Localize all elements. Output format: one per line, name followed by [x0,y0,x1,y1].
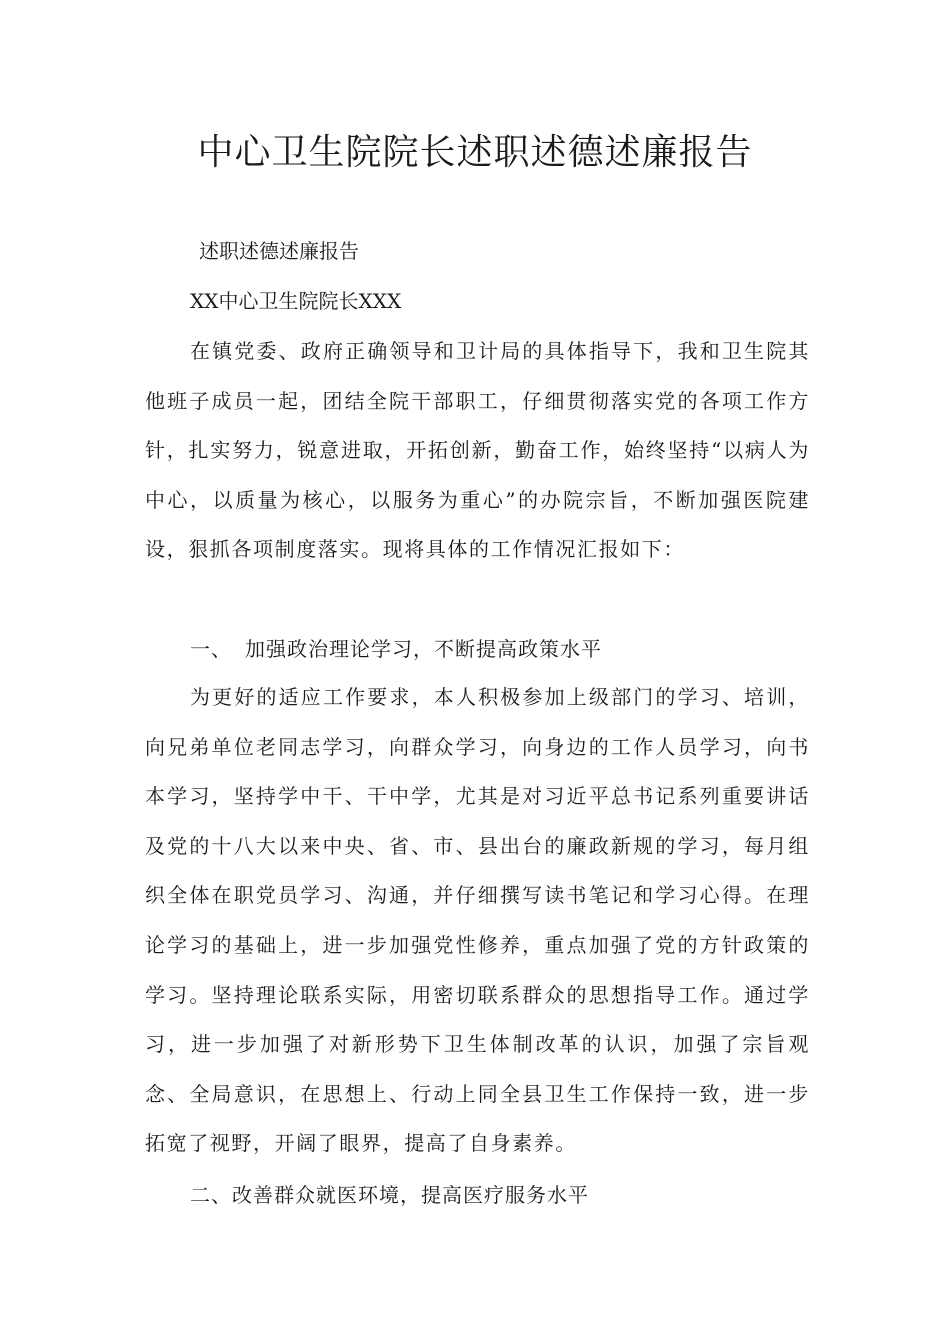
report-subtitle: 述职述德述廉报告 [199,239,359,263]
section-1-number: 一、 [190,637,232,661]
section-2-heading: 二、改善群众就医环境，提高医疗服务水平 [190,1183,589,1207]
document-title: 中心卫生院院长述职述德述廉报告 [197,132,753,173]
author-line: XX中心卫生院院长XXX [190,289,402,313]
section-1-heading [190,632,602,666]
intro-paragraph: 在镇党委、政府正确领导和卫计局的具体指导下，我和卫生院其他班子成员一起，团结全院干部职工，仔细贯彻落实党的各项工作方针，扎实努力，锐意进取，开拓创新，勤奋工作，始终坚持“以病人为中心，以质量为核心，以服务为重心”的办院宗旨，不断加强医院建设，狠抓各项制度落实。现将具体的工作情况汇报如下： [145,339,810,562]
section-1-paragraph: 为更好的适应工作要求，本人积极参加上级部门的学习、培训，向兄弟单位老同志学习，向群众学习，向身边的工作人员学习，向书本学习，坚持学中干、干中学，尤其是对习近平总书记系列重要讲话及党的十八大以来中央、省、市、县出台的廉政新规的学习，每月组织全体在职党员学习、沟通，并仔细撰写读书笔记和学习心得。在理论学习的基础上，进一步加强党性修养，重点加强了党的方针政策的学习。坚持理论联系实际，用密切联系群众的思想指导工作。通过学习，进一步加强了对新形势下卫生体制改革的认识，加强了宗旨观念、全局意识，在思想上、行动上同全县卫生工作保持一致，进一步拓宽了视野，开阔了眼界，提高了自身素养。 [145,685,810,1156]
section-1-heading-text: 加强政治理论学习，不断提高政策水平 [245,637,602,661]
